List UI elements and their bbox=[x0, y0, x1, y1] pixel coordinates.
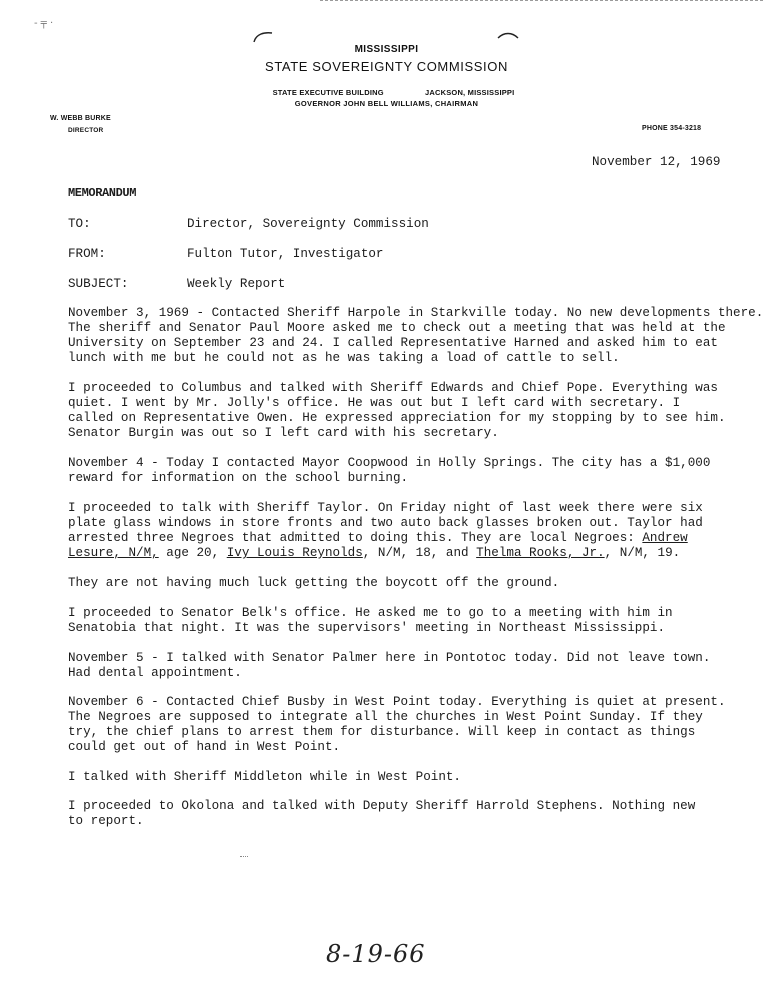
seal-mark-right bbox=[496, 30, 520, 42]
memo-heading: MEMORANDUM bbox=[68, 186, 137, 200]
text-line: November 4 - Today I contacted Mayor Coopwood in Holly Springs. The city has a $1,000 bbox=[68, 456, 711, 470]
suspect-name-first: Andrew bbox=[642, 531, 688, 545]
letterhead-state: MISSISSIPPI bbox=[354, 44, 419, 55]
text-line: to report. bbox=[68, 814, 144, 828]
text-line: Had dental appointment. bbox=[68, 666, 242, 680]
stray-mark bbox=[240, 856, 248, 859]
scan-top-border bbox=[320, 0, 763, 4]
director-title: DIRECTOR bbox=[68, 127, 104, 134]
to-label: TO: bbox=[68, 217, 91, 231]
text-line: I proceeded to Okolona and talked with Deputy Sheriff Harrold Stephens. Nothing new bbox=[68, 799, 696, 813]
phone-number: PHONE 354-3218 bbox=[642, 125, 702, 132]
letterhead-commission: STATE SOVEREIGNTY COMMISSION bbox=[265, 59, 508, 74]
text-line: Senator Burgin was out so I left card with his secretary. bbox=[68, 426, 499, 440]
text-segment: , N/M, 18, and bbox=[362, 546, 477, 560]
text-line: The sheriff and Senator Paul Moore asked me to check out a meeting that was held at the bbox=[68, 321, 726, 335]
text-line: The Negroes are supposed to integrate all the churches in West Point Sunday. If they bbox=[68, 710, 703, 724]
text-segment: arrested three Negroes that admitted to doing this. They are local Negroes: bbox=[68, 531, 635, 545]
memo-date: November 12, 1969 bbox=[592, 155, 721, 169]
text-line bbox=[68, 546, 680, 561]
text-line: November 6 - Contacted Chief Busby in West Point today. Everything is quiet at present. bbox=[68, 695, 726, 709]
text-line bbox=[68, 531, 688, 546]
from-label: FROM: bbox=[68, 247, 106, 261]
handwritten-date-note: 8-19-66 bbox=[326, 940, 426, 968]
letterhead-address bbox=[0, 82, 763, 100]
suspect-name-third: Thelma Rooks, Jr. bbox=[476, 546, 605, 560]
text-line: University on September 23 and 24. I called Representative Harned and asked him to eat bbox=[68, 336, 718, 350]
from-value: Fulton Tutor, Investigator bbox=[187, 247, 384, 261]
text-line: Senatobia that night. It was the supervisors' meeting in Northeast Mississippi. bbox=[68, 621, 666, 635]
text-line: plate glass windows in store fronts and two auto back glasses broken out. Taylor had bbox=[68, 516, 703, 530]
text-line: They are not having much luck getting the boycott off the ground. bbox=[68, 576, 560, 590]
text-segment: age 20, bbox=[158, 546, 227, 560]
text-line: quiet. I went by Mr. Jolly's office. He was out but I left card with secretary. I bbox=[68, 396, 681, 410]
text-segment: , N/M, 19. bbox=[604, 546, 681, 560]
letterhead-governor: GOVERNOR JOHN BELL WILLIAMS, CHAIRMAN bbox=[294, 99, 479, 108]
subject-label: SUBJECT: bbox=[68, 277, 129, 291]
text-line: I proceeded to talk with Sheriff Taylor. On Friday night of last week there were six bbox=[68, 501, 703, 515]
to-value: Director, Sovereignty Commission bbox=[187, 217, 429, 231]
text-line: could get out of hand in West Point. bbox=[68, 740, 341, 754]
text-line: reward for information on the school burning. bbox=[68, 471, 409, 485]
seal-mark-left bbox=[252, 30, 274, 44]
suspect-name-second: Ivy Louis Reynolds bbox=[226, 546, 363, 560]
text-line: try, the chief plans to arrest them for disturbance. Will keep in contact as things bbox=[68, 725, 696, 739]
text-line: I talked with Sheriff Middleton while in West Point. bbox=[68, 770, 461, 784]
corner-marks: - ╤ · bbox=[34, 18, 54, 29]
letterhead-building: STATE EXECUTIVE BUILDING bbox=[272, 88, 384, 97]
subject-value: Weekly Report bbox=[187, 277, 286, 291]
text-line: I proceeded to Columbus and talked with Sheriff Edwards and Chief Pope. Everything was bbox=[68, 381, 718, 395]
text-line: lunch with me but he could not as he was taking a load of cattle to sell. bbox=[68, 351, 620, 365]
text-line: November 5 - I talked with Senator Palmer here in Pontotoc today. Did not leave town. bbox=[68, 651, 711, 665]
text-line: November 3, 1969 - Contacted Sheriff Harpole in Starkville today. No new developments there. bbox=[68, 306, 763, 320]
text-line: called on Representative Owen. He expressed appreciation for my stopping by to see him. bbox=[68, 411, 726, 425]
letterhead-city: JACKSON, MISSISSIPPI bbox=[424, 88, 515, 97]
text-line: I proceeded to Senator Belk's office. He asked me to go to a meeting with him in bbox=[68, 606, 673, 620]
director-name: W. WEBB BURKE bbox=[50, 115, 111, 122]
suspect-name-continued: Lesure, N/M, bbox=[68, 546, 159, 560]
